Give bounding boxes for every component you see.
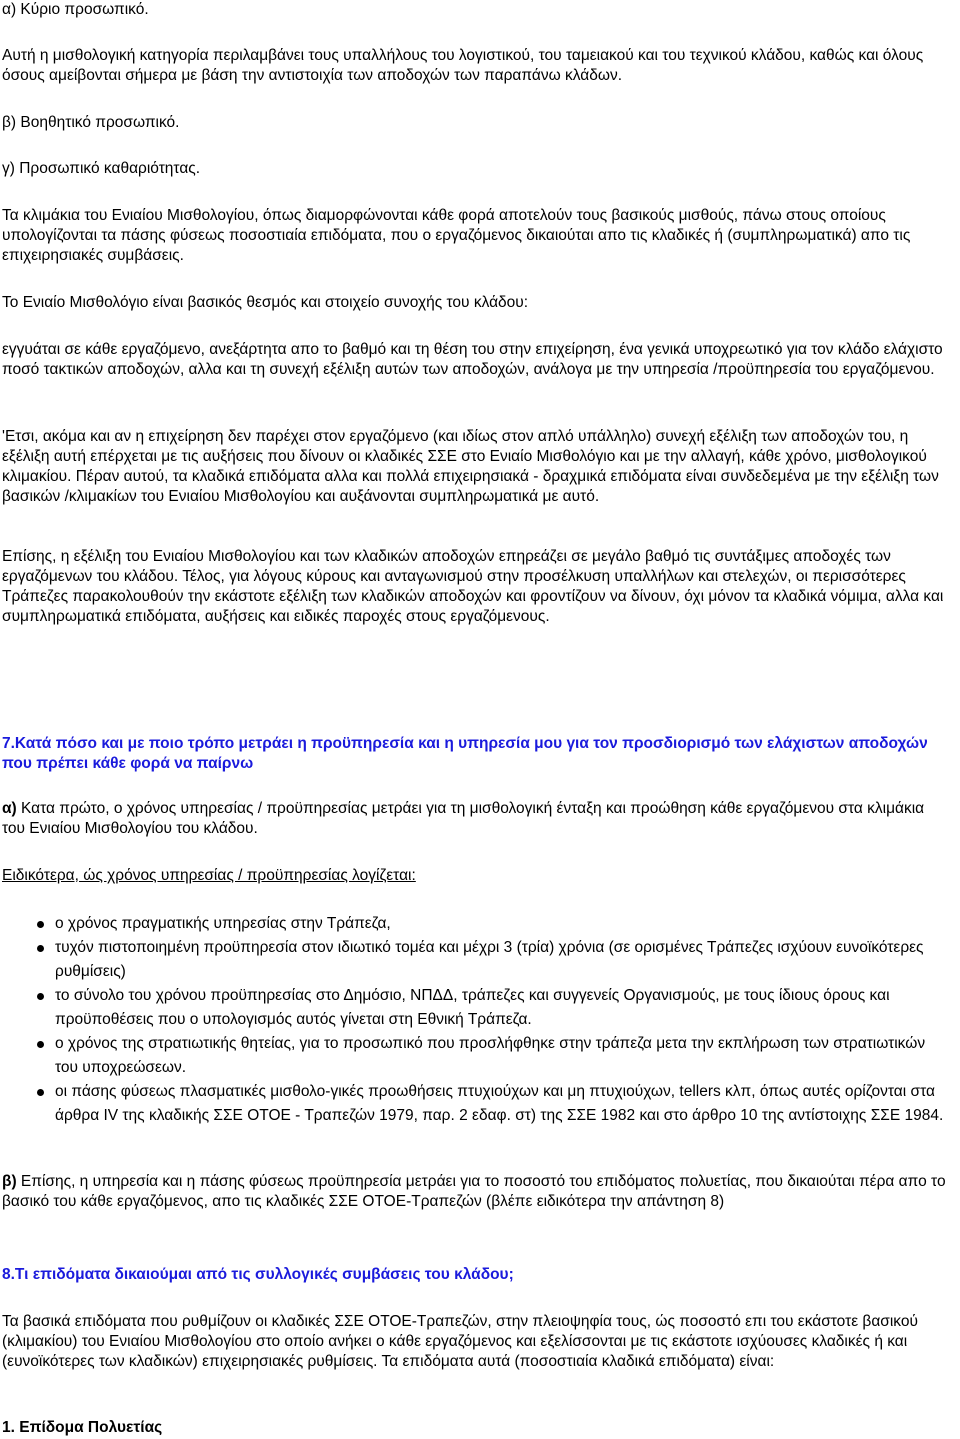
paragraph-primary-staff: α) Κύριο προσωπικό.	[2, 1, 149, 18]
section-8-heading: 8.Τι επιδόματα δικαιούμαι από τις συλλογικές συμβάσεις του κλάδου;	[2, 1266, 514, 1283]
paragraph-category-description: Αυτή η μισθολογική κατηγορία περιλαμβάνει τους υπαλλήλους του λογιστικού, του ταμειακού και του τεχνικού κλάδου, καθώς και όλους όσους αμείβονται σήμερα με βάση την αντιστοιχία των αποδοχών των παραπάνω κλάδων.	[2, 47, 924, 84]
list-item	[0, 984, 948, 1032]
section-8-paragraph: Τα βασικά επιδόματα που ρυθμίζουν οι κλαδικές ΣΣΕ ΟΤΟΕ-Τραπεζών, στην πλειοψηφία τους, ώς ποσοστό επι του εκάστοτε βασικού (κλιμακίου) του Ενιαίου Μισθολογίου στο οποίο ανήκει ο κάθε εργαζόμενος και εξελίσσονται με τις εκάστοτε ισχύουσες κλαδικές ή και (ευνοϊκότερες των κλαδικών) επιχειρησιακές ρυθμίσεις. Τα επιδόματα αυτά (ποσοστιαία κλαδικά επιδόματα) είναι:	[2, 1313, 918, 1370]
paragraph-auxiliary-staff: β) Βοηθητικό προσωπικό.	[2, 114, 180, 131]
section-7-a-label: α)	[2, 800, 17, 817]
section-8-item-1	[2, 1418, 948, 1438]
section-7-subheading	[2, 866, 948, 886]
paragraph-pension-impact: Επίσης, η εξέλιξη του Ενιαίου Μισθολογίου και των κλαδικών αποδοχών επηρεάζει σε μεγάλο βαθμό τις συντάξιμες αποδοχές των εργαζόμενων του κλάδου. Τέλος, για λόγους κύρους και ανταγωνισμού στην προσέλκυση υπαλλήλων και στελεχών, οι περισσότερες Τράπεζες παρακολουθούν την εκάστοτε εξέλιξη των κλαδικών αποδοχών και φροντίζουν να δίνουν, όχι μόνον τα κλαδικά νόμιμα, αλλα και συμπληρωματικά επιδόματα, αυξήσεις και ειδικές παροχές στους εργαζόμενους.	[2, 548, 944, 625]
section-7-heading: 7.Κατά πόσο και με ποιο τρόπο μετράει η προϋπηρεσία και η υπηρεσία μου για τον προσδιορισμό των ελάχιστων αποδοχών που πρέπει κάθε φορά να παίρνω	[2, 735, 928, 772]
paragraph-evolution: 'Ετσι, ακόμα και αν η επιχείρηση δεν παρέχει στον εργαζόμενο (και ιδίως στον απλό υπάλληλο) συνεχή εξέλιξη των αποδοχών του, η εξέλιξη αυτή επέρχεται με τις αυξήσεις που δίνουν οι κλαδικές ΣΣΕ στο Ενιαίο Μισθολόγιο και με την αλλαγή, κάθε χρόνο, μισθολογικού κλιμακίου. Πέραν αυτού, τα κλαδικά επιδόματα αλλα και πολλά επιχειρησιακά - δραχμικά επιδόματα είναι συνδεδεμένα με την εξέλιξη των βασικών /κλιμακίων του Ενιαίου Μισθολογίου και αυξάνονται συμπληρωματικά με αυτό.	[2, 428, 939, 505]
paragraph-salary-scales: Τα κλιμάκια του Ενιαίου Μισθολογίου, όπως διαμορφώνονται κάθε φορά αποτελούν τους βασικούς μισθούς, πάνω στους οποίους υπολογίζονται τα πάσης φύσεως ποσοστιαία επιδόματα, που ο εργαζόμενος δικαιούται απο τις κλαδικές ή (συμπληρωματικά) απο τις επιχειρησιακές συμβάσεις.	[2, 207, 911, 264]
list-item	[0, 912, 948, 936]
bullet-dot-icon	[37, 1089, 44, 1096]
list-item-text: ο χρόνος της στρατιωτικής θητείας, για το προσωπικό που προσλήφθηκε στην τράπεζα μετα την εκπλήρωση των στρατιωτικών του υποχρεώσεων.	[55, 1035, 926, 1076]
paragraph-unified-payroll: Το Ενιαίο Μισθολόγιο είναι βασικός θεσμός και στοιχείο συνοχής του κλάδου:	[2, 294, 529, 311]
paragraph-guarantee: εγγυάται σε κάθε εργαζόμενο, ανεξάρτητα απο το βαθμό και τη θέση του στην επιχείρηση, ένα γενικά υποχρεωτικό για τον κλάδο ελάχιστο ποσό τακτικών αποδοχών, αλλα και τη συνεχή εξέλιξη αυτών των αποδοχών, ανάλογα με την υπηρεσία /προϋπηρεσία του εργαζόμενου.	[2, 341, 943, 378]
section-7-sub-text: Ειδικότερα, ώς χρόνος υπηρεσίας / προϋπηρεσίας λογίζεται:	[2, 867, 416, 884]
list-item-text: το σύνολο του χρόνου προϋπηρεσίας στο Δημόσιο, ΝΠΔΔ, τράπεζες και συγγενείς Οργανισμούς, με τους ίδιους όρους και προϋποθέσεις που ο υπολογισμός αυτός γίνεται στη Εθνική Τράπεζα.	[55, 987, 890, 1028]
list-item-text: οι πάσης φύσεως πλασματικές μισθολο-γικές προωθήσεις πτυχιούχων και μη πτυχιούχων, tellers κλπ, όπως αυτές ορίζονται στα άρθρα IV της κλαδικής ΣΣΕ ΟΤΟΕ - Τραπεζών 1979, παρ. 2 εδαφ. στ) της ΣΣΕ 1982 και στο άρθρο 10 της αντίστοιχης ΣΣΕ 1984.	[55, 1083, 944, 1124]
section-7-b-label: β)	[2, 1173, 17, 1190]
section-7-paragraph-a	[2, 799, 948, 839]
list-item-text: ο χρόνος πραγματικής υπηρεσίας στην Τράπεζα,	[55, 915, 391, 932]
bullet-dot-icon	[37, 921, 44, 928]
section-7-paragraph-b	[2, 1172, 948, 1212]
list-item	[0, 1080, 948, 1128]
section-7-a-text: Κατα πρώτο, ο χρόνος υπηρεσίας / προϋπηρεσίας μετράει για τη μισθολογική ένταξη και προώθηση κάθε εργαζόμενου στα κλιμάκια του Ενιαίου Μισθολογίου του κλάδου.	[2, 800, 925, 837]
list-item	[0, 936, 948, 984]
item-1-title: 1. Επίδομα Πολυετίας	[2, 1419, 163, 1436]
list-item	[0, 1032, 948, 1080]
paragraph-cleaning-staff: γ) Προσωπικό καθαριότητας.	[2, 160, 201, 177]
section-7-b-text: Επίσης, η υπηρεσία και η πάσης φύσεως προϋπηρεσία μετράει για το ποσοστό του επιδόματος πολυετίας, που δικαιούται πέρα απο το βασικό του κάθε εργαζόμενος, απο τις κλαδικές ΣΣΕ ΟΤΟΕ-Τραπεζών (βλέπε ειδικότερα την απάντηση 8)	[2, 1173, 946, 1210]
bullet-dot-icon	[37, 945, 44, 952]
list-item-text: τυχόν πιστοποιημένη προϋπηρεσία στον ιδιωτικό τομέα και μέχρι 3 (τρία) χρόνια (σε ορισμένες Τράπεζες ισχύουν ευνοϊκότερες ρυθμίσεις)	[55, 939, 924, 980]
bullet-dot-icon	[37, 993, 44, 1000]
bullet-dot-icon	[37, 1041, 44, 1048]
service-time-list	[0, 912, 948, 1128]
